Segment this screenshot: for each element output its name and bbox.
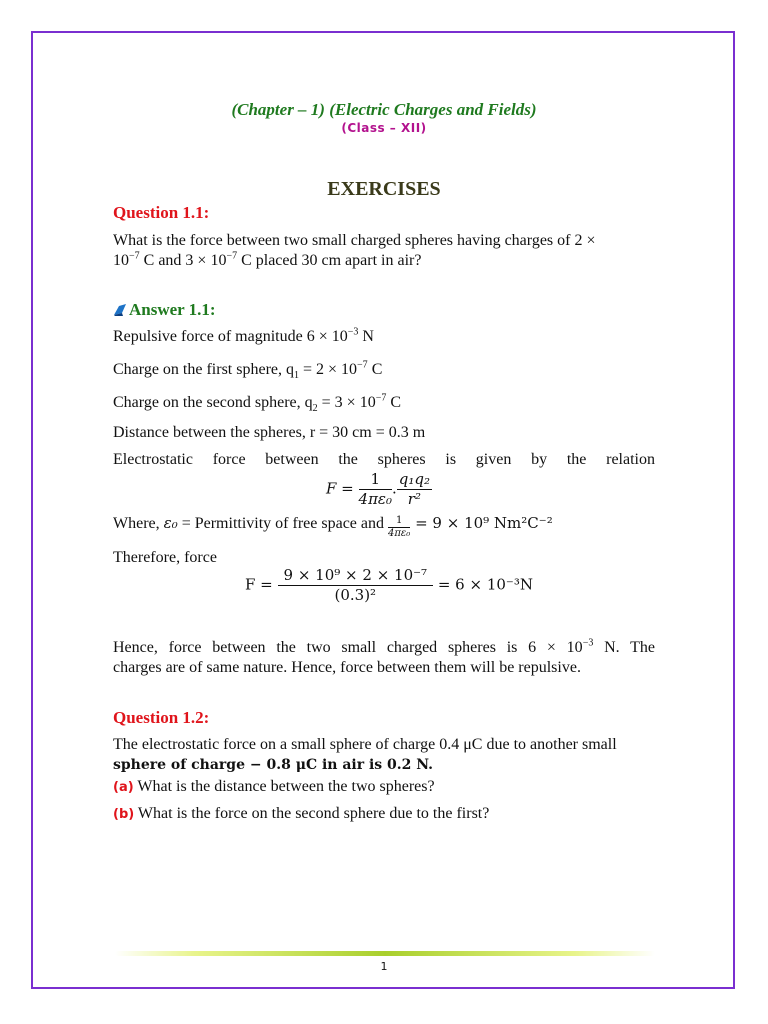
answer-line-permittivity: Where, ε₀ = Permittivity of free space and $\frac{1}{\text{4πε₀}}$ = 9 × 10⁹ Nm²C⁻² [113,514,553,539]
part-b-label: (b) [113,807,135,822]
section-title: EXERCISES [327,178,441,200]
answer-1-1-heading [113,300,216,320]
part-a-label: (a) [113,780,134,795]
page-number: 1 [380,960,388,973]
answer-line-charge-1: Charge on the first sphere, $q_1 = 2 \times 10^{-7}$ C [113,359,383,382]
coulomb-equation: F = $\frac{1}{\text{4πε₀}}$ . $\frac{\text{q₁q₂}}{\text{r²}}$ [326,470,431,508]
answer-line-distance: Distance between the spheres, r = 30 cm = 0.3 m [113,424,426,441]
chapter-heading: (Chapter – 1) (Electric Charges and Fields) [231,100,537,119]
answer-line-repulsive: Repulsive force of magnitude $6 \times 10^{-3}$ N [113,326,374,345]
answer-line-relation: Electrostatic force between the spheres is given by the relation [113,451,655,468]
question-1-1-text-line2: $10^{-7}$ C and $3 \times 10^{-7}$ C placed 30 cm apart in air? [113,250,422,269]
question-1-1-label: Question 1.1: [113,203,210,222]
page-border [31,31,735,989]
question-1-2-label: Question 1.2: [113,708,210,727]
footer-divider [115,951,655,956]
answer-1-1-label: Answer 1.1: [129,300,216,319]
book-icon [113,302,127,316]
class-heading: (Class – XII) [341,121,427,135]
answer-conclusion-line1: Hence, force between the two small charged spheres is $6 \times 10^{-3}$ N. The [113,637,655,656]
question-1-1-text-line1: What is the force between two small charged spheres having charges of 2 × [113,232,596,249]
question-1-2-line2: sphere of charge − 0.8 μC in air is 0.2 N. [113,757,434,773]
question-1-2-line1: The electrostatic force on a small sphere of charge 0.4 μC due to another small [113,736,617,753]
question-1-2-part-a: (a) What is the distance between the two spheres? [113,778,435,795]
question-1-2-part-b: (b) What is the force on the second sphere due to the first? [113,805,490,822]
answer-line-therefore: Therefore, force [113,549,217,566]
force-calculation-equation: F = $\frac{\text{9 × 10⁹ × 2 × 10⁻⁷}}{\text{(0.3)²}}$ = 6 × 10⁻³N [245,566,533,604]
answer-conclusion-line2: charges are of same nature. Hence, force between them will be repulsive. [113,659,581,676]
answer-line-charge-2: Charge on the second sphere, $q_2 = 3 \times 10^{-7}$ C [113,392,402,415]
